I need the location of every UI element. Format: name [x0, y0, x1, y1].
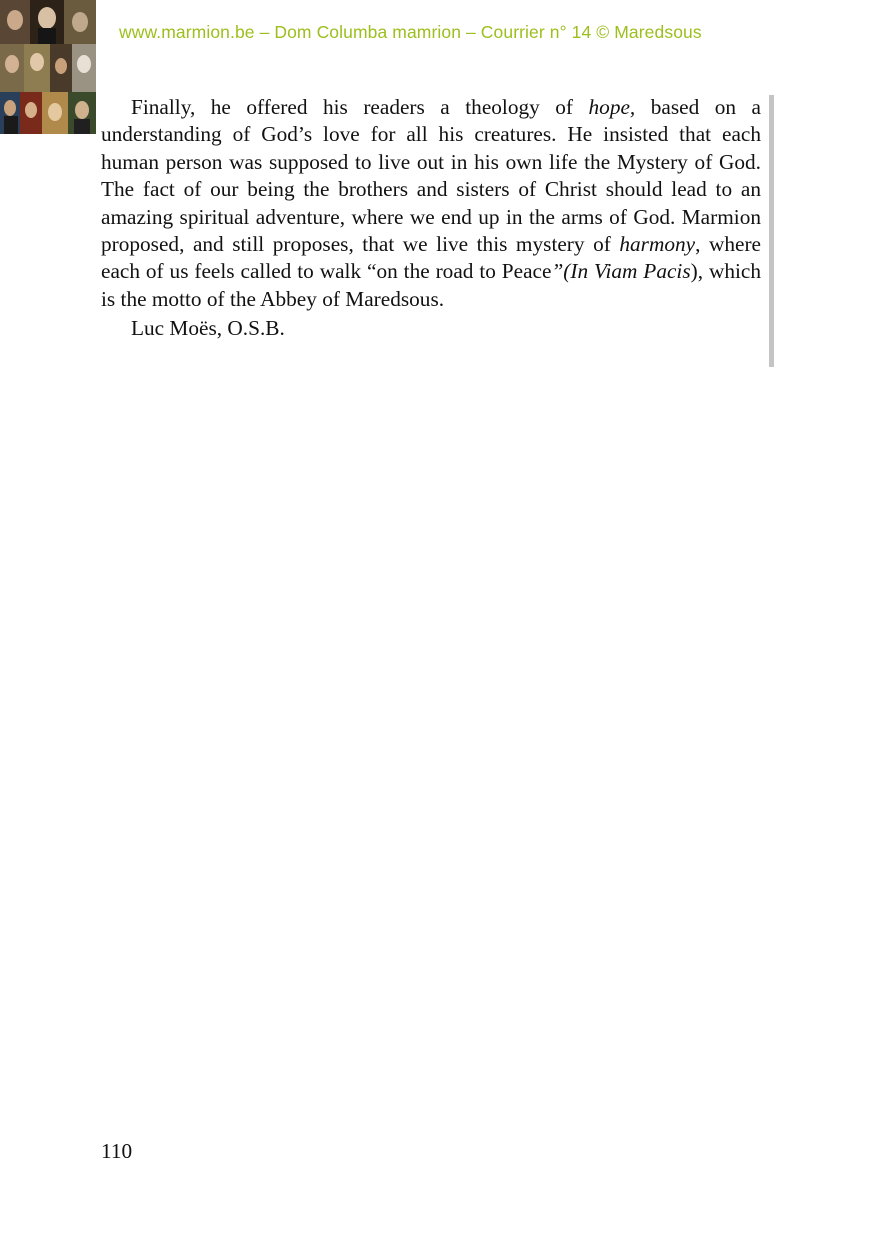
- text-segment: , where each of us feels called to walk “on the road to Peace: [101, 232, 761, 284]
- emphasis-hope: hope,: [588, 95, 636, 119]
- text-segment: based on a understanding of God’s love for all his creatures. He insisted that each human person was supposed to live out in his own life the Mystery of God. The fact of our being the brothers and sisters of Christ should lead to an amazing spiritual adventure, where we end up in the arms of God. Marmion proposed, and still proposes, that we live this mystery of: [101, 95, 761, 257]
- text-segment: ), which is the motto of the Abbey of Maredsous.: [101, 259, 761, 311]
- page-number: 110: [101, 1139, 133, 1163]
- portrait-collage-image: [0, 0, 96, 134]
- emphasis-in-viam-pacis: ”(In Viam Pacis: [551, 259, 691, 284]
- author-signature: Luc Moës, O.S.B.: [131, 316, 285, 341]
- article-paragraph: [101, 94, 761, 313]
- text-segment: Finally, he offered his readers a theology of: [131, 95, 589, 119]
- header-website-line: www.marmion.be – Dom Columba mamrion – Courrier n° 14 © Maredsous: [119, 22, 702, 42]
- article-body: [101, 94, 761, 343]
- emphasis-harmony: harmony: [619, 232, 696, 257]
- margin-bar: [769, 95, 774, 367]
